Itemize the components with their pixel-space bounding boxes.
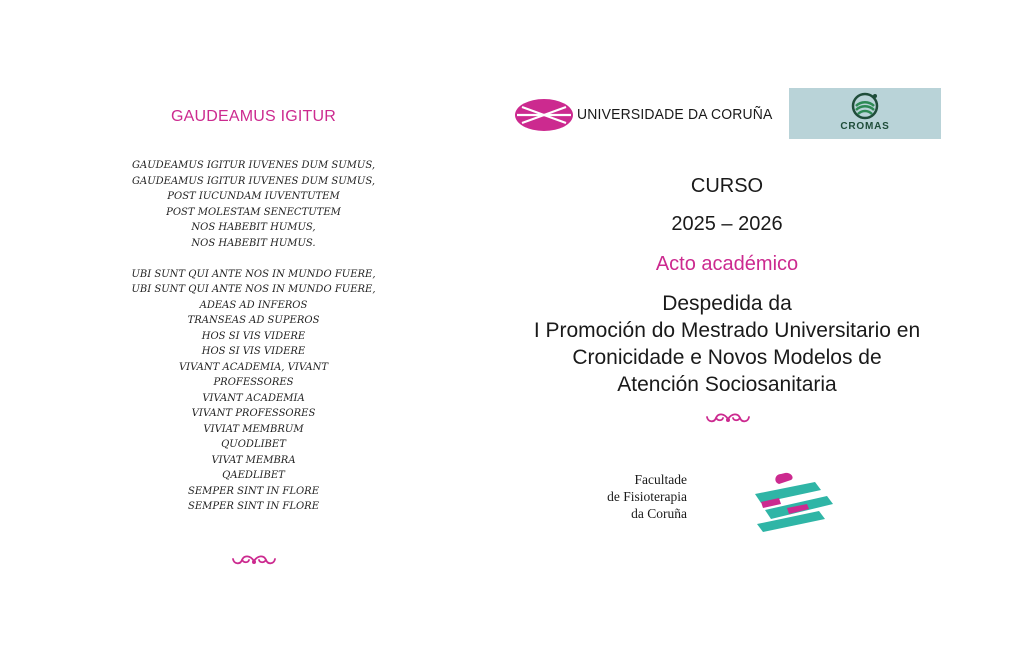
cromas-logo — [789, 88, 941, 139]
lyric-line: NOS HABEBIT HUMUS, — [191, 222, 316, 233]
faculty-name-line: da Coruña — [631, 506, 687, 521]
farewell-title — [507, 290, 947, 398]
udc-logo-icon — [514, 97, 574, 133]
cover-panel — [507, 0, 1024, 661]
lyric-line: ADEAS AD INFEROS — [199, 299, 308, 311]
lyric-line: SEMPER SINT IN FLORE — [187, 501, 319, 512]
faculty-name — [547, 471, 687, 522]
stanza-1 — [0, 158, 507, 251]
stanza-2 — [0, 267, 507, 515]
lyric-line: VIVANT ACADEMIA — [202, 392, 305, 404]
lyric-line: GAUDEAMUS IGITUR IUVENES DUM SUMUS, — [131, 175, 376, 187]
lyric-line: SEMPER SINT IN FLORE — [187, 485, 319, 497]
cromas-logo-icon — [847, 91, 883, 121]
course-label: CURSO — [690, 175, 764, 197]
university-name: UNIVERSIDADE DA CORUÑA — [577, 106, 773, 123]
course-years: 2025 – 2026 — [671, 213, 783, 235]
lyric-line: POST IUCUNDAM IUVENTUTEM — [167, 191, 340, 202]
lyric-line: UBI SUNT QUI ANTE NOS IN MUNDO FUERE, — [131, 268, 376, 280]
lyric-line: TRANSEAS AD SUPEROS — [187, 315, 320, 326]
anthem-panel — [0, 0, 507, 661]
lyric-line: QAEDLIBET — [222, 470, 285, 481]
faculty-name-line: de Fisioterapia — [607, 489, 687, 504]
lyric-line: VIVANT PROFESSORES — [191, 408, 316, 419]
flourish-ornament-icon — [704, 410, 752, 426]
farewell-line: Despedida da — [662, 292, 792, 315]
fisioterapia-logo-icon — [747, 470, 833, 536]
lyric-line: HOS SI VIS VIDERE — [201, 330, 306, 342]
lyric-line: NOS HABEBIT HUMUS. — [191, 237, 316, 249]
faculty-name-line: Facultade — [634, 472, 687, 487]
sponsor-name: CROMAS — [840, 121, 890, 132]
lyric-line: VIVANT ACADEMIA, VIVANT — [178, 361, 329, 373]
anthem-lyrics — [0, 158, 507, 530]
anthem-title: GAUDEAMUS IGITUR — [171, 108, 336, 125]
lyric-line: PROFESSORES — [213, 377, 294, 388]
lyric-line: GAUDEAMUS IGITUR IUVENES DUM SUMUS, — [131, 160, 376, 171]
lyric-line: VIVAT MEMBRA — [211, 454, 296, 466]
event-type: Acto académico — [655, 253, 799, 275]
farewell-line: I Promoción do Mestrado Universitario en — [533, 319, 921, 342]
lyric-line: UBI SUNT QUI ANTE NOS IN MUNDO FUERE, — [131, 284, 376, 295]
lyric-line: QUODLIBET — [221, 439, 286, 450]
lyric-line: POST MOLESTAM SENECTUTEM — [166, 206, 341, 218]
lyric-line: HOS SI VIS VIDERE — [201, 346, 306, 357]
farewell-line: Cronicidade e Novos Modelos de — [572, 346, 882, 369]
lyric-line: VIVIAT MEMBRUM — [203, 423, 304, 435]
farewell-line: Atención Sociosanitaria — [617, 373, 837, 396]
flourish-ornament-icon — [230, 552, 278, 568]
